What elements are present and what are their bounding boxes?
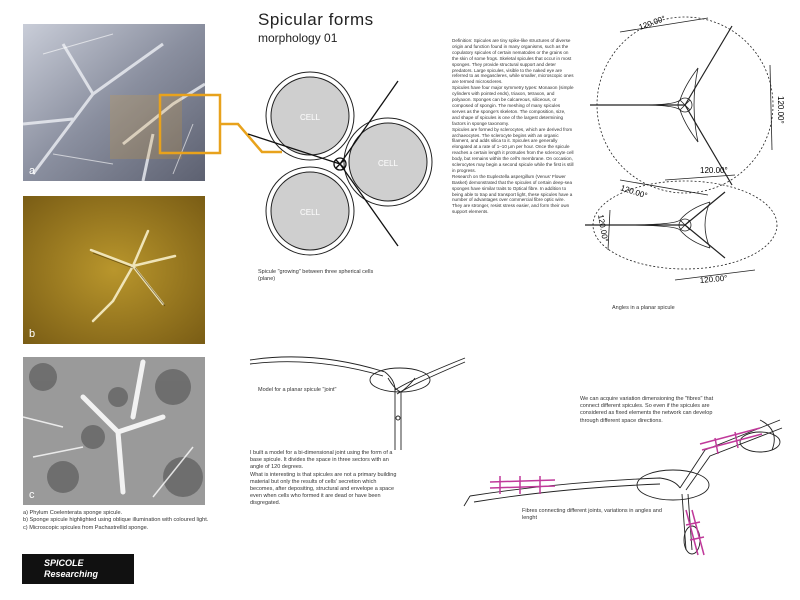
angle-diagrams (580, 10, 790, 310)
angle-label-5: 120.00° (596, 213, 610, 243)
cell-label-right: CELL (377, 159, 399, 168)
angle-label-2: 120.00° (776, 96, 785, 124)
photo-a-label: a (29, 165, 36, 177)
cell-diagram (248, 56, 438, 296)
caption-b: b) Sponge spicule highlighted using oblique illumination with coloured light. (23, 517, 209, 524)
angle-label-6: 120.00° (699, 273, 728, 285)
definition-text: Definition: Spicules are tiny spike-like structures of diverse origin and function found in many organisms, such as the copulatory spicules of certain nematodes or the grains on the skin of some frogs. Skeletal spicules that occur in most sponges. They provide structural support and deter predators. Large spicules, visible to the naked eye are referred to as megascleres, while smaller, microscopic ones are termed microscleres. Spicules have four major symmetry types: Monaxon (simple cylinders with pointed ends), triaxon, tetraxon, and polyaxon. Sponges can be calcareous, siliceous, or composed of spongin. The meshing of many spicules serves as the sponge's skeleton. The composition, size, and shape of spicules is one of the largest determining factors in sponge taxonomy. Spicules are formed by sclerocytes, which are derived from archaeocytes. The sclerocyte begins with an organic filament, and adds silica to it. Spicules are generally elongated at a rate of 1–10 μm per hour. Once the spicule reaches a certain length it protrudes from the sclerocyte cell body, but remains within the cell's membrane. On occasion, sclerocytes may begin a second spicule while the first is still in progress. Research on the Euplectella aspergillum (Venus' Flower Basket) demonstrated that the spicules of certain deep-sea sponges have similar traits to Optical fibre. In addition to being able to trap and transport light, these spicules have a number of advantages over commercial fibre optic wire. They are stronger, resist stress easier, and form their own support elements. (452, 38, 574, 215)
caption-c: c) Microscopic spicules from Pachastrellid sponge. (23, 524, 149, 531)
joint-model-caption: Model for a planar spicule "joint" (258, 387, 337, 393)
photo-captions (23, 510, 243, 532)
photo-c-image (23, 357, 205, 505)
joint-model (245, 340, 470, 450)
cell-diagram-caption: Spicule "growing" between three spherical cells (plane) (258, 269, 374, 283)
photo-c (23, 357, 205, 505)
angle-label-3: 120.00° (619, 183, 649, 201)
angle-label-4: 120.00° (700, 166, 728, 175)
fibres-diagram (460, 410, 790, 560)
photo-c-label: c (29, 489, 35, 501)
photo-b-image (23, 196, 205, 344)
highlight-box (160, 95, 220, 153)
cell-label-bottom: CELL (299, 208, 321, 217)
caption-a: a) Phylum Coelenterata sponge spicule. (23, 510, 123, 516)
photo-b (23, 196, 205, 344)
model-explanation: I built a model for a bi-dimensional joint using the form of a base spicule. It divides the space in three sectors with an angle of 120 degrees. What is interesting is that spicules are not a primary building material but only the results of cells' secretion which becomes, after depositing, structural and envelope a space even when cells who formed it are dead or have been disgregated. (250, 450, 397, 507)
page-subtitle: morphology 01 (258, 31, 338, 45)
angle-label-1: 120.00° (637, 13, 667, 32)
badge-line2: Researching (44, 569, 99, 579)
page-title: Spicular forms (258, 10, 374, 29)
photo-b-label: b (29, 328, 36, 340)
angle-diagram-caption: Angles in a planar spicule (612, 305, 675, 311)
fibres-caption: Fibres connecting different joints, variations in angles and lenght (522, 508, 662, 522)
badge-line1: SPICOLE (44, 558, 84, 568)
cell-label-top: CELL (299, 113, 321, 122)
project-badge (22, 554, 134, 584)
fibres-explanation: We can acquire variation dimensioning the "fibres" that connect different spicules. So even if the spicules are considered as fixed elements the network can develop through different space directions. (580, 396, 714, 424)
